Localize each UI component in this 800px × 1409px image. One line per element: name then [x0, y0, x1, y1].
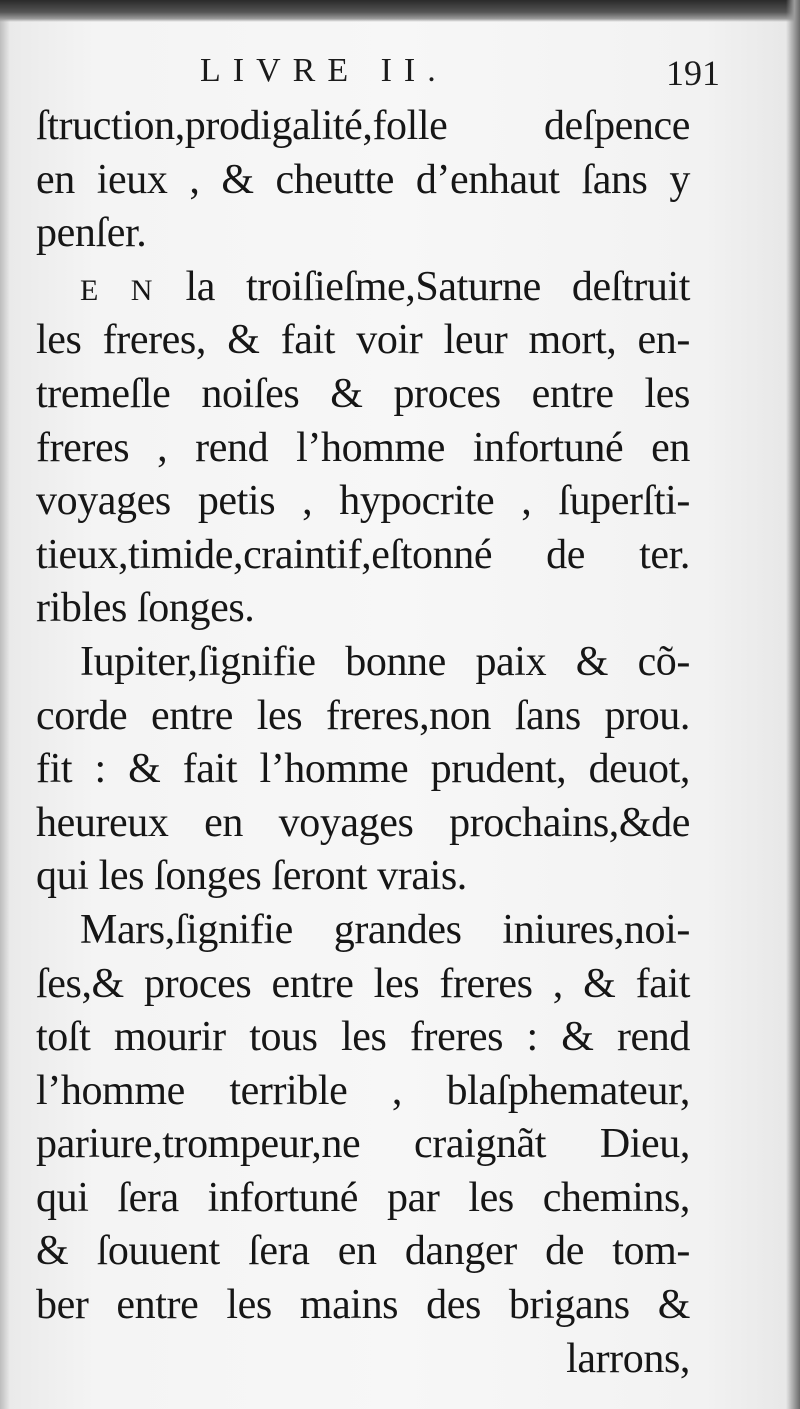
text-line: pariure,trompeur,ne craignãt Dieu, — [36, 1121, 690, 1168]
text-line: penſer. — [36, 210, 147, 257]
text-line — [36, 261, 690, 315]
text-line: heureux en voyages prochains,&de — [36, 799, 690, 846]
text-line: toſt mourir tous les freres : & rend — [36, 1014, 690, 1061]
page-gutter-shadow — [786, 0, 800, 1409]
page-left-edge — [0, 0, 10, 1409]
text-line: fit : & fait l’homme prudent, deuot, — [36, 746, 690, 793]
text-line: tieux,timide,craintif,eſtonné de ter. — [36, 531, 690, 578]
small-caps-opening: E N — [80, 273, 155, 307]
page-header — [40, 52, 720, 98]
text-line-rest: la troiſieſme,Saturne deſtruit — [185, 263, 690, 310]
page-top-shadow — [0, 0, 800, 22]
text-line: corde entre les freres,non ſans prou. — [36, 692, 690, 739]
text-line: en ieux , & cheutte d’enhaut ſans y — [36, 156, 690, 203]
text-line: les freres, & fait voir leur mort, en- — [36, 317, 690, 364]
page-number: 191 — [666, 53, 720, 93]
text-line: ribles ſonges. — [36, 585, 255, 632]
text-line: l’homme terrible , blaſphemateur, — [36, 1067, 690, 1114]
text-line: Mars,ſignifie grandes iniures,noi- — [80, 906, 690, 953]
text-line: qui les ſonges ſeront vrais. — [36, 853, 467, 900]
body-text — [36, 100, 690, 1386]
text-line: ſtruction,prodigalité,folle deſpence — [36, 103, 690, 149]
text-line: & ſouuent ſera en danger de tom- — [36, 1228, 690, 1275]
text-line: ſes,& proces entre les freres , & fait — [36, 960, 690, 1007]
catchword: larrons, — [566, 1335, 690, 1382]
text-line: freres , rend l’homme infortuné en — [36, 424, 690, 471]
text-line: tremeſle noiſes & proces entre les — [36, 370, 690, 417]
text-line: qui ſera infortuné par les chemins, — [36, 1174, 690, 1221]
running-title: LIVRE II. — [200, 52, 448, 89]
text-line: voyages petis , hypocrite , ſuperſti- — [36, 478, 690, 525]
text-line: Iupiter,ſignifie bonne paix & cõ- — [80, 638, 690, 685]
text-line: ber entre les mains des brigans & — [36, 1282, 690, 1329]
